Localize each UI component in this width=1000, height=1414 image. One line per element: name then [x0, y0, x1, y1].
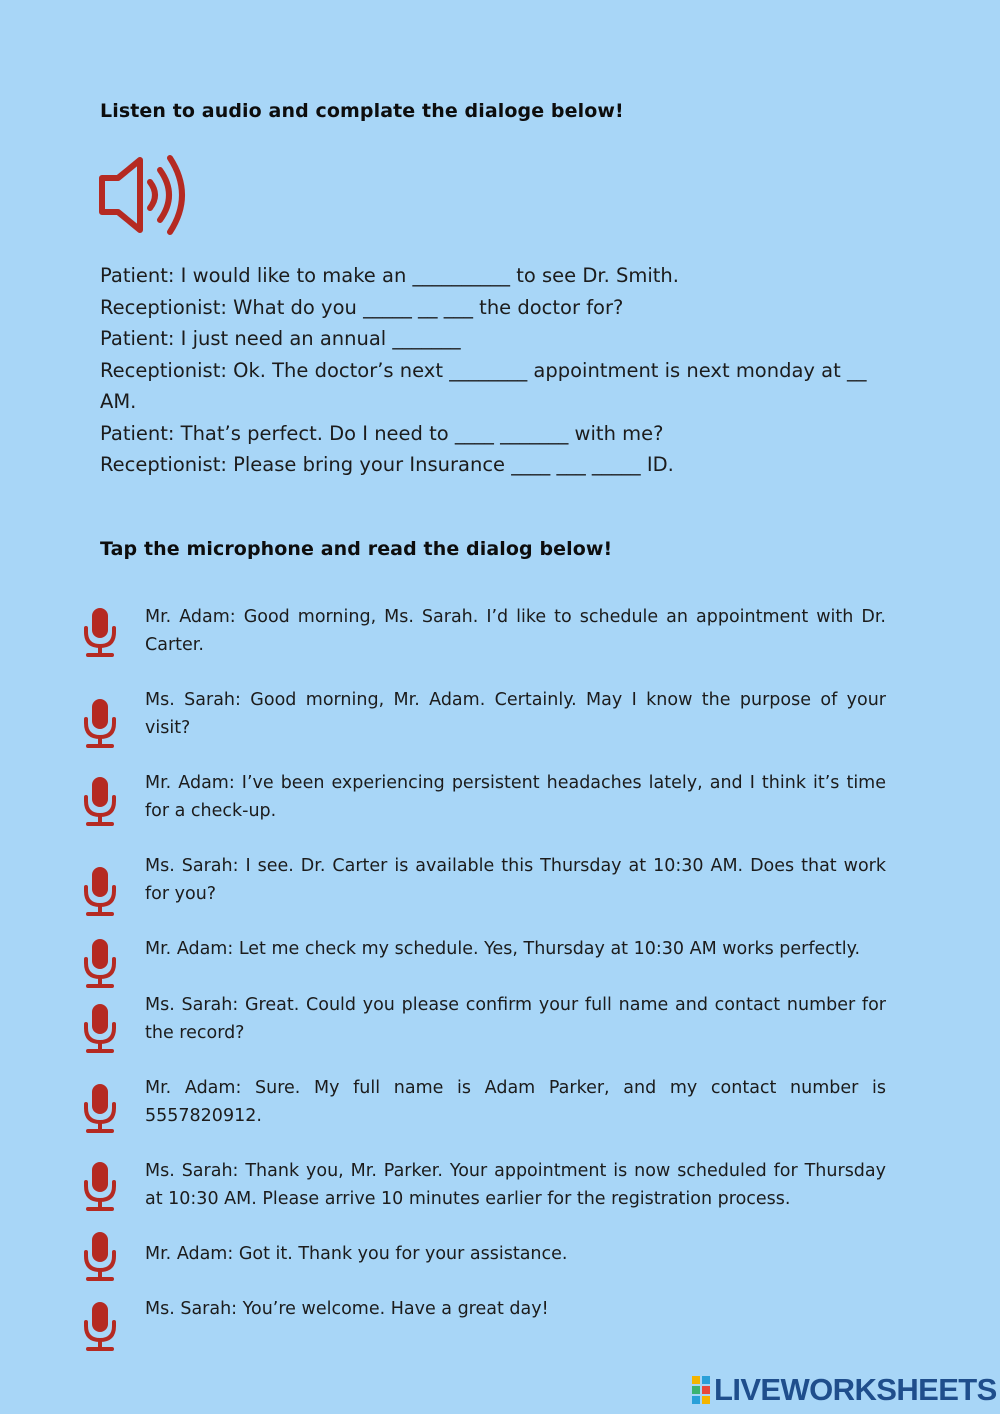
read-heading: Tap the microphone and read the dialog below!	[100, 538, 613, 560]
dialog-line: Receptionist: Ok. The doctor’s next ________ appointment is next monday at __ AM.	[100, 358, 867, 413]
logo-text: LIVEWORKSHEETS	[714, 1372, 997, 1407]
microphone-icon[interactable]	[82, 1160, 118, 1212]
microphone-icon[interactable]	[82, 697, 118, 749]
dialog-text: Ms. Sarah: I see. Dr. Carter is available this Thursday at 10:30 AM. Does that work for you?	[145, 856, 886, 904]
dialog-text: Ms. Sarah: Great. Could you please confirm your full name and contact number for the record?	[145, 995, 886, 1043]
microphone-icon[interactable]	[82, 865, 118, 917]
dialog-line: Patient: That’s perfect. Do I need to ____ _______ with me?	[100, 421, 664, 445]
dialog-line: Patient: I just need an annual _______	[100, 327, 461, 350]
microphone-icon[interactable]	[82, 1082, 118, 1134]
microphone-icon[interactable]	[82, 1230, 118, 1282]
dialog-text: Mr. Adam: I’ve been experiencing persistent headaches lately, and I think it’s time for a check-up.	[145, 773, 886, 821]
liveworksheets-logo[interactable]	[692, 1374, 997, 1406]
speaker-volume-icon[interactable]	[96, 152, 196, 238]
dialog-text: Ms. Sarah: Thank you, Mr. Parker. Your appointment is now scheduled for Thursday at 10:30 AM. Please arrive 10 minutes earlier for the registration process.	[145, 1161, 886, 1209]
dialog-text: Mr. Adam: Good morning, Ms. Sarah. I’d like to schedule an appointment with Dr. Carter.	[145, 607, 886, 655]
fill-in-dialog	[100, 260, 890, 481]
microphone-icon[interactable]	[82, 606, 118, 658]
dialog-line: Receptionist: What do you _____ __ ___ the doctor for?	[100, 295, 624, 319]
microphone-icon[interactable]	[82, 1300, 118, 1352]
microphone-icon[interactable]	[82, 775, 118, 827]
dialog-text: Mr. Adam: Got it. Thank you for your assistance.	[145, 1244, 568, 1264]
dialog-text: Ms. Sarah: Good morning, Mr. Adam. Certainly. May I know the purpose of your visit?	[145, 690, 886, 738]
microphone-icon[interactable]	[82, 1002, 118, 1054]
liveworksheets-logo-icon	[692, 1376, 710, 1404]
dialog-text: Mr. Adam: Sure. My full name is Adam Parker, and my contact number is 5557820912.	[145, 1078, 886, 1126]
microphone-icon[interactable]	[82, 937, 118, 989]
dialog-line: Receptionist: Please bring your Insurance ____ ___ _____ ID.	[100, 453, 674, 476]
dialog-line: Patient: I would like to make an __________ to see Dr. Smith.	[100, 264, 679, 287]
dialog-text: Ms. Sarah: You’re welcome. Have a great day!	[145, 1299, 549, 1319]
listen-heading: Listen to audio and complate the dialoge below!	[100, 100, 624, 122]
dialog-text: Mr. Adam: Let me check my schedule. Yes, Thursday at 10:30 AM works perfectly.	[145, 939, 861, 959]
